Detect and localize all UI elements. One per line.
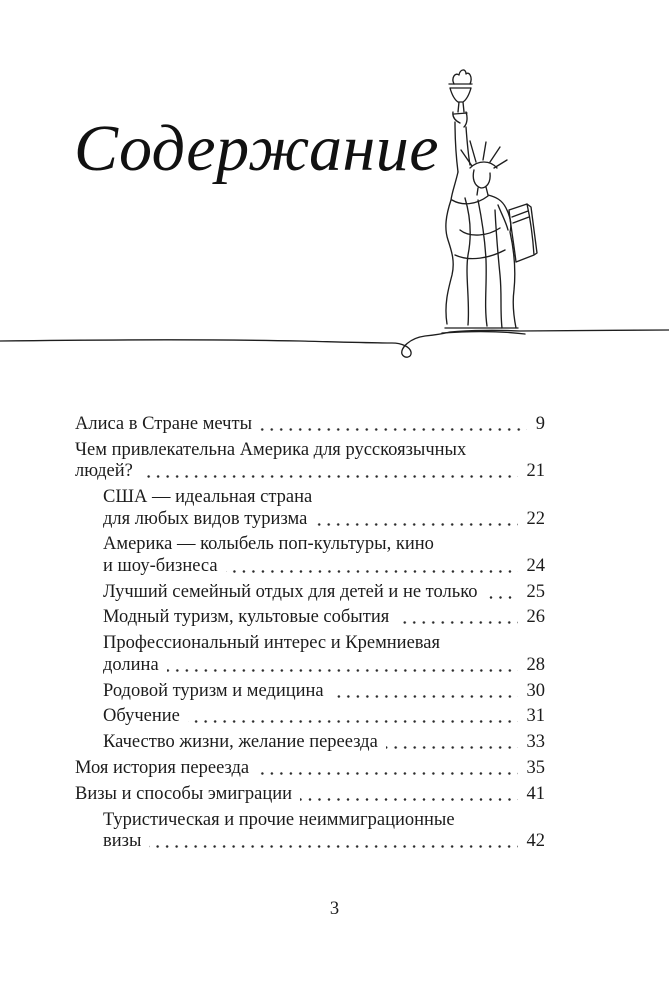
- toc-subentry: [75, 681, 545, 703]
- toc-entry-line: [103, 582, 545, 604]
- toc-page-number: 42: [526, 831, 545, 852]
- toc-entry-title: Визы и способы эмиграции: [75, 783, 293, 804]
- toc-entry-line: [103, 655, 545, 677]
- toc-page-number: 41: [526, 783, 545, 804]
- dot-leader: [188, 720, 518, 723]
- toc-page-number: 35: [526, 757, 545, 778]
- toc-entry-title: Качество жизни, желание переезда: [103, 732, 378, 753]
- toc-entry-title: Лучший семейный отдых для детей и не только: [103, 581, 478, 602]
- toc-subentry: [75, 810, 545, 853]
- toc-entry-line: [103, 556, 545, 578]
- toc-entry-title: США — идеальная страна: [103, 487, 313, 508]
- toc-entry-title: Модный туризм, культовые события: [103, 607, 390, 628]
- toc-entry: [75, 414, 545, 436]
- torch-cup: [449, 84, 472, 112]
- toc-entry-title: Моя история переезда: [75, 757, 250, 778]
- statue-of-liberty-icon: [0, 0, 669, 380]
- toc-entry-title: Чем привлекательна Америка для русскоязычных: [75, 439, 467, 460]
- toc-entry-title: Профессиональный интерес и Кремниевая: [103, 633, 441, 654]
- toc-entry-line: [103, 732, 545, 754]
- toc-entry-title: Алиса в Стране мечты: [75, 414, 253, 434]
- toc-entry-line: [103, 534, 545, 556]
- toc-entry-title: людей?: [75, 461, 133, 482]
- dot-leader: [167, 669, 518, 672]
- robe-folds: [452, 196, 505, 328]
- toc-page-number: 26: [526, 607, 545, 628]
- toc-entry: [75, 784, 545, 806]
- dot-leader: [315, 523, 517, 526]
- dot-leader: [257, 772, 517, 775]
- toc-entry-title: визы: [103, 831, 142, 852]
- toc-entry-line: [75, 440, 545, 462]
- toc-entry-title: и шоу-бизнеса: [103, 555, 218, 576]
- horizon-line: [0, 330, 669, 357]
- toc-entry-line: [103, 487, 545, 509]
- dot-leader: [226, 570, 518, 573]
- toc-page-number: 25: [526, 581, 545, 602]
- toc-entry-title: Родовой туризм и медицина: [103, 680, 324, 701]
- toc-subentry: [75, 534, 545, 577]
- toc-entry-title: Обучение: [103, 706, 180, 727]
- toc-entry: [75, 440, 545, 483]
- dot-leader: [300, 798, 517, 801]
- toc-page-number: 22: [526, 508, 545, 529]
- toc-entry-line: [75, 784, 545, 806]
- raised-arm: [453, 112, 470, 172]
- dot-leader: [332, 695, 518, 698]
- toc-page-number: 31: [526, 706, 545, 727]
- toc-subentry: [75, 487, 545, 530]
- toc-entry-line: [103, 831, 545, 853]
- toc-entry-line: [75, 461, 545, 483]
- toc-subentry: [75, 732, 545, 754]
- toc-entry-title: для любых видов туризма: [103, 508, 308, 529]
- dot-leader: [386, 746, 518, 749]
- dot-leader: [397, 621, 517, 624]
- torch-flame: [453, 70, 471, 84]
- table-of-contents: [75, 414, 545, 857]
- toc-entry-line: [103, 681, 545, 703]
- toc-subentry: [75, 607, 545, 629]
- dot-leader: [486, 596, 518, 599]
- toc-entry-line: [103, 810, 545, 832]
- dot-leader: [260, 428, 527, 431]
- toc-page-number: 24: [526, 555, 545, 576]
- toc-subentry: [75, 633, 545, 676]
- robe-right: [488, 195, 516, 328]
- toc-page-number: 21: [526, 461, 545, 482]
- toc-subentry: [75, 706, 545, 728]
- toc-entry-line: [75, 758, 545, 780]
- toc-page-number: 33: [526, 732, 545, 753]
- page-number: 3: [329, 899, 340, 919]
- toc-page-number: 9: [535, 414, 545, 434]
- page-title: Содержание: [74, 112, 440, 185]
- toc-entry: [75, 758, 545, 780]
- toc-entry-title: Туристическая и прочие неиммиграционные: [103, 809, 455, 830]
- robe-left: [446, 172, 458, 324]
- toc-entry-line: [103, 706, 545, 728]
- toc-subentry: [75, 582, 545, 604]
- head: [473, 170, 490, 195]
- toc-entry-line: [103, 633, 545, 655]
- toc-entry-line: [103, 509, 545, 531]
- dot-leader: [141, 475, 518, 478]
- toc-entry-line: [103, 607, 545, 629]
- toc-page-number: 28: [526, 654, 545, 675]
- dot-leader: [149, 845, 517, 848]
- toc-page-number: 30: [526, 680, 545, 701]
- toc-entry-title: Америка — колыбель поп-культуры, кино: [103, 534, 434, 555]
- toc-entry-line: [75, 414, 545, 436]
- toc-entry-title: долина: [103, 654, 159, 675]
